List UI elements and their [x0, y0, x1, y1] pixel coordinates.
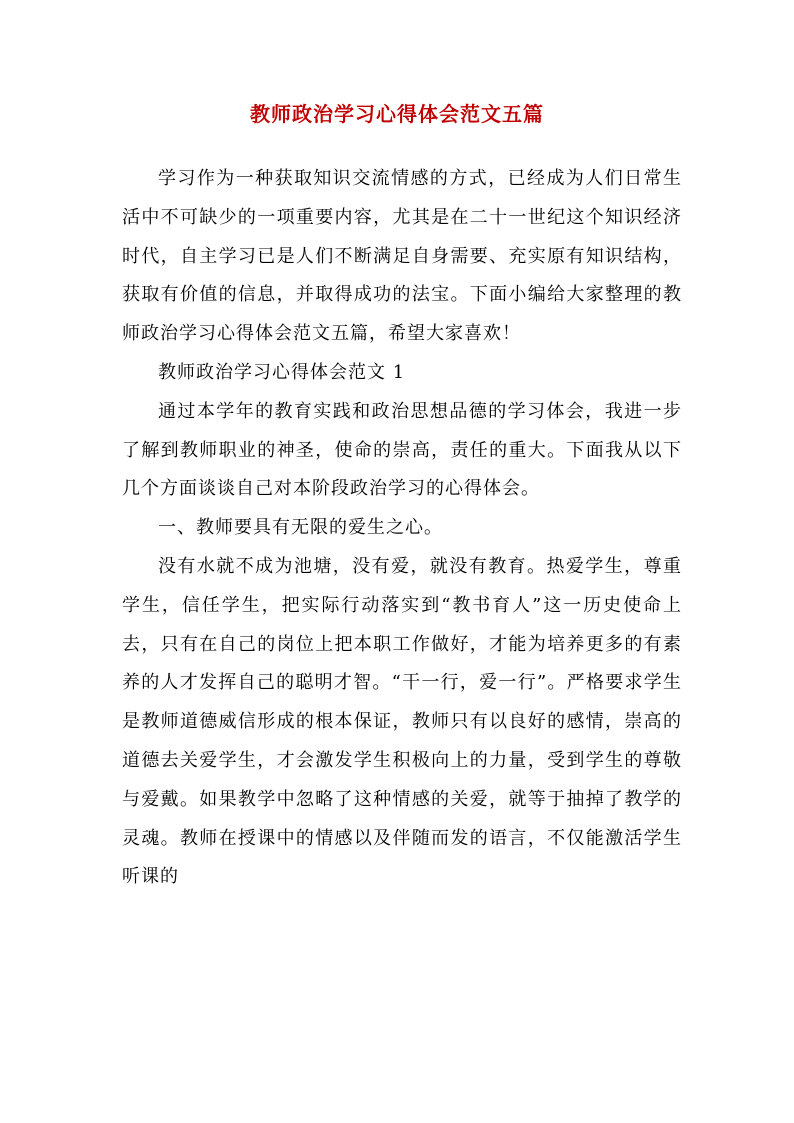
document-body: [122, 160, 682, 897]
paragraph-2: 没有水就不成为池塘，没有爱，就没有教育。热爱学生，尊重学生，信任学生，把实际行动落实到“教书育人”这一历史使命上去，只有在自己的岗位上把本职工作做好，才能为培养更多的有素养的人才发挥自己的聪明才智。“干一行，爱一行”。严格要求学生是教师道德威信形成的根本保证，教师只有以良好的感情，崇高的道德去关爱学生，才会激发学生积极向上的力量，受到学生的尊敬与爱戴。如果教学中忽略了这种情感的关爱，就等于抽掉了教学的灵魂。教师在授课中的情感以及伴随而发的语言，不仅能激活学生听课的: [122, 555, 682, 888]
paragraph-1: 通过本学年的教育实践和政治思想品德的学习体会，我进一步了解到教师职业的神圣，使命的崇高，责任的重大。下面我从以下几个方面谈谈自己对本阶段政治学习的心得体会。: [122, 400, 682, 500]
subsection-heading-1: 一、教师要具有无限的爱生之心。: [158, 517, 443, 539]
section-heading-1: 教师政治学习心得体会范文 1: [158, 361, 406, 383]
intro-paragraph: 学习作为一种获取知识交流情感的方式，已经成为人们日常生活中不可缺少的一项重要内容，尤其是在二十一世纪这个知识经济时代，自主学习已是人们不断满足自身需要、充实原有知识结构，获取有价值的信息，并取得成功的法宝。下面小编给大家整理的教师政治学习心得体会范文五篇，希望大家喜欢！: [122, 168, 682, 345]
document-title: 教师政治学习心得体会范文五篇: [250, 102, 544, 126]
